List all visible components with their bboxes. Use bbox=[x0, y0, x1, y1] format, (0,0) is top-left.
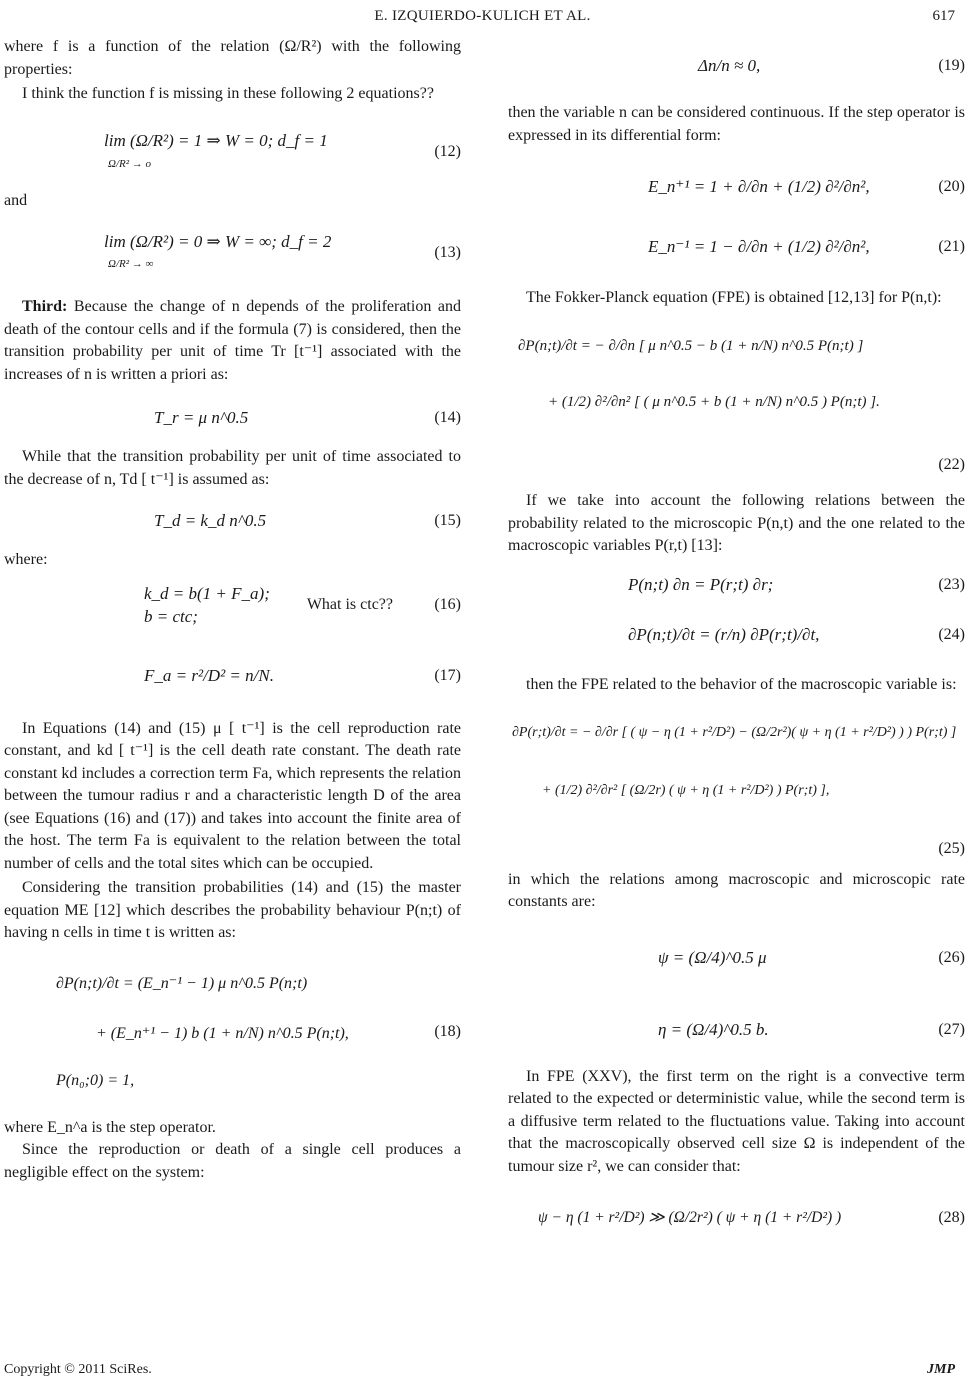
right-column bbox=[508, 36, 965, 1254]
equation-text: Δn/n ≈ 0, bbox=[698, 55, 761, 75]
equation-number: (28) bbox=[938, 1208, 965, 1226]
equation-number: (16) bbox=[434, 596, 461, 614]
equation-line: k_d = b(1 + F_a); bbox=[144, 584, 270, 603]
equation-line: + (E_n⁺¹ − 1) b (1 + n/N) n^0.5 P(n;t), bbox=[96, 1024, 349, 1042]
equation-number: (27) bbox=[938, 1021, 965, 1039]
equation-number: (20) bbox=[938, 177, 965, 195]
equation-27 bbox=[508, 1006, 965, 1056]
paragraph: I think the function f is missing in these following 2 equations?? bbox=[22, 85, 434, 102]
paragraph: where E_n^a is the step operator. bbox=[4, 1118, 216, 1136]
paragraph: While that the transition probability per unit of time associated to the decrease of n, Td [ t⁻¹] is assumed as: bbox=[4, 448, 461, 488]
paragraph: and bbox=[4, 191, 28, 209]
page-header bbox=[0, 8, 965, 38]
paragraph-text: Because the change of n depends of the proliferation and death of the contour cells and if the formula (7) is considered, then the transition probability per unit of time Tr [t⁻¹] associated with the increases of n is written a priori as: bbox=[4, 298, 461, 383]
journal-name: JMP bbox=[927, 1362, 955, 1377]
equation-number: (19) bbox=[938, 56, 965, 74]
equation-text: E_n⁻¹ = 1 − ∂/∂n + (1/2) ∂²/∂n², bbox=[648, 236, 870, 256]
equation-number: (21) bbox=[938, 237, 965, 255]
equation-22 bbox=[508, 318, 965, 468]
left-column bbox=[4, 36, 461, 1184]
equation-24 bbox=[508, 608, 965, 664]
copyright-notice: Copyright © 2011 SciRes. bbox=[4, 1362, 152, 1377]
equation-line: ∂P(n;t)/∂t = (E_n⁻¹ − 1) μ n^0.5 P(n;t) bbox=[56, 974, 308, 992]
equation-text: T_r = μ n^0.5 bbox=[154, 407, 249, 427]
equation-number: (18) bbox=[434, 1022, 461, 1040]
paragraph: where f is a function of the relation (Ω/R²) with the following properties: bbox=[4, 38, 461, 78]
equation-line: ∂P(n;t)/∂t = − ∂/∂n [ μ n^0.5 − b (1 + n/N) n^0.5 P(n;t) ] bbox=[518, 337, 864, 354]
equation-18 bbox=[4, 959, 461, 1109]
paragraph: If we take into account the following relations between the probability related to the microscopic P(n,t) and the one related to the macroscopic variables P(r,t) [13]: bbox=[508, 492, 965, 554]
equation-20 bbox=[508, 161, 965, 213]
paragraph: then the FPE related to the behavior of the macroscopic variable is: bbox=[526, 675, 957, 693]
paragraph: In FPE (XXV), the first term on the right is a convective term related to the expected or deterministic value, while the second term is a diffusive term related to the fluctuations value. Taking into account that the macroscopically observed cell size Ω is independent of the tumour size r², we can consider that: bbox=[508, 1067, 965, 1175]
equation-text: ∂P(n;t)/∂t = (r/n) ∂P(r;t)/∂t, bbox=[628, 625, 820, 645]
bold-label: Third: bbox=[22, 298, 68, 315]
equation-text: E_n⁺¹ = 1 + ∂/∂n + (1/2) ∂²/∂n², bbox=[648, 176, 870, 196]
equation-21 bbox=[508, 221, 965, 273]
equation-number: (23) bbox=[938, 576, 965, 594]
paragraph-third bbox=[4, 296, 461, 386]
equation-text: lim (Ω/R²) = 1 ⇒ W = 0; d_f = 1 bbox=[104, 131, 328, 150]
equation-15 bbox=[4, 501, 461, 541]
equation-text: P(n;t) ∂n = P(r;t) ∂r; bbox=[628, 575, 774, 595]
page-number: 617 bbox=[932, 8, 955, 24]
equation-text: ψ − η (1 + r²/D²) ≫ (Ω/2r²) ( ψ + η (1 + r²/D²) ) bbox=[538, 1208, 842, 1226]
equation-16 bbox=[4, 576, 461, 636]
equation-12 bbox=[4, 124, 461, 182]
equation-number: (17) bbox=[434, 667, 461, 685]
equation-25 bbox=[508, 704, 965, 852]
equation-text: T_d = k_d n^0.5 bbox=[154, 510, 267, 530]
paragraph: The Fokker-Planck equation (FPE) is obtained [12,13] for P(n,t): bbox=[526, 289, 942, 306]
equation-26 bbox=[508, 934, 965, 984]
equation-subscript: Ω/R² → ∞ bbox=[108, 258, 154, 270]
equation-line: + (1/2) ∂²/∂n² [ ( μ n^0.5 + b (1 + n/N) n^0.5 ) P(n;t) ]. bbox=[548, 393, 880, 410]
paragraph: then the variable n can be considered continuous. If the step operator is expressed in its differential form: bbox=[508, 104, 965, 144]
paragraph: Considering the transition probabilities (14) and (15) the master equation ME [12] which describes the probability behaviour P(n;t) of having n cells in time t is written as: bbox=[4, 879, 461, 941]
equation-text: η = (Ω/4)^0.5 b. bbox=[658, 1020, 769, 1040]
equation-number: (24) bbox=[938, 626, 965, 644]
equation-number: (13) bbox=[434, 243, 461, 261]
equation-13 bbox=[4, 224, 461, 282]
equation-line: ∂P(r;t)/∂t = − ∂/∂r [ ( ψ − η (1 + r²/D²) − (Ω/2r²)( ψ + η (1 + r²/D²) ) ) P(r;t) ] bbox=[512, 725, 957, 740]
equation-line: b = ctc; bbox=[144, 606, 198, 626]
equation-text: lim (Ω/R²) = 0 ⇒ W = ∞; d_f = 2 bbox=[104, 231, 332, 251]
equation-number: (15) bbox=[434, 511, 461, 529]
equation-19 bbox=[508, 38, 965, 94]
paragraph: where: bbox=[4, 551, 48, 568]
equation-number: (26) bbox=[938, 949, 965, 967]
equation-number: (12) bbox=[434, 143, 461, 161]
equation-number: (22) bbox=[938, 455, 965, 473]
paragraph: in which the relations among macroscopic and microscopic rate constants are: bbox=[508, 870, 965, 910]
paragraph: In Equations (14) and (15) μ [ t⁻¹] is the cell reproduction rate constant, and kd [ t⁻¹] is the cell death rate constant. The death rate constant kd includes a correction term Fa, which represents the relation between the tumour radius r and a characteristic length D of the area (see Equations (16) and (17)) and takes into account the finite area of the host. The term Fa is equivalent to the relation between the total number of cells and the total sites which can be occupied. bbox=[4, 719, 461, 872]
equation-23 bbox=[508, 572, 965, 600]
equation-number: (14) bbox=[434, 408, 461, 426]
equation-28 bbox=[508, 1190, 965, 1246]
equation-line: P(n₀;0) = 1, bbox=[56, 1071, 135, 1089]
page-footer bbox=[0, 1362, 965, 1382]
equation-number: (25) bbox=[938, 840, 965, 857]
equation-subscript: Ω/R² → o bbox=[108, 157, 152, 170]
equation-line: + (1/2) ∂²/∂r² [ (Ω/2r) ( ψ + η (1 + r²/D²) ) P(r;t) ], bbox=[542, 783, 830, 798]
equation-text: F_a = r²/D² = n/N. bbox=[144, 666, 274, 686]
equation-17 bbox=[4, 650, 461, 704]
running-head: E. IZQUIERDO-KULICH ET AL. bbox=[374, 8, 591, 24]
paragraph: Since the reproduction or death of a single cell produces a negligible effect on the system: bbox=[4, 1141, 461, 1181]
equation-14 bbox=[4, 398, 461, 438]
editor-note: What is ctc?? bbox=[306, 596, 393, 614]
equation-text: ψ = (Ω/4)^0.5 μ bbox=[658, 948, 767, 968]
